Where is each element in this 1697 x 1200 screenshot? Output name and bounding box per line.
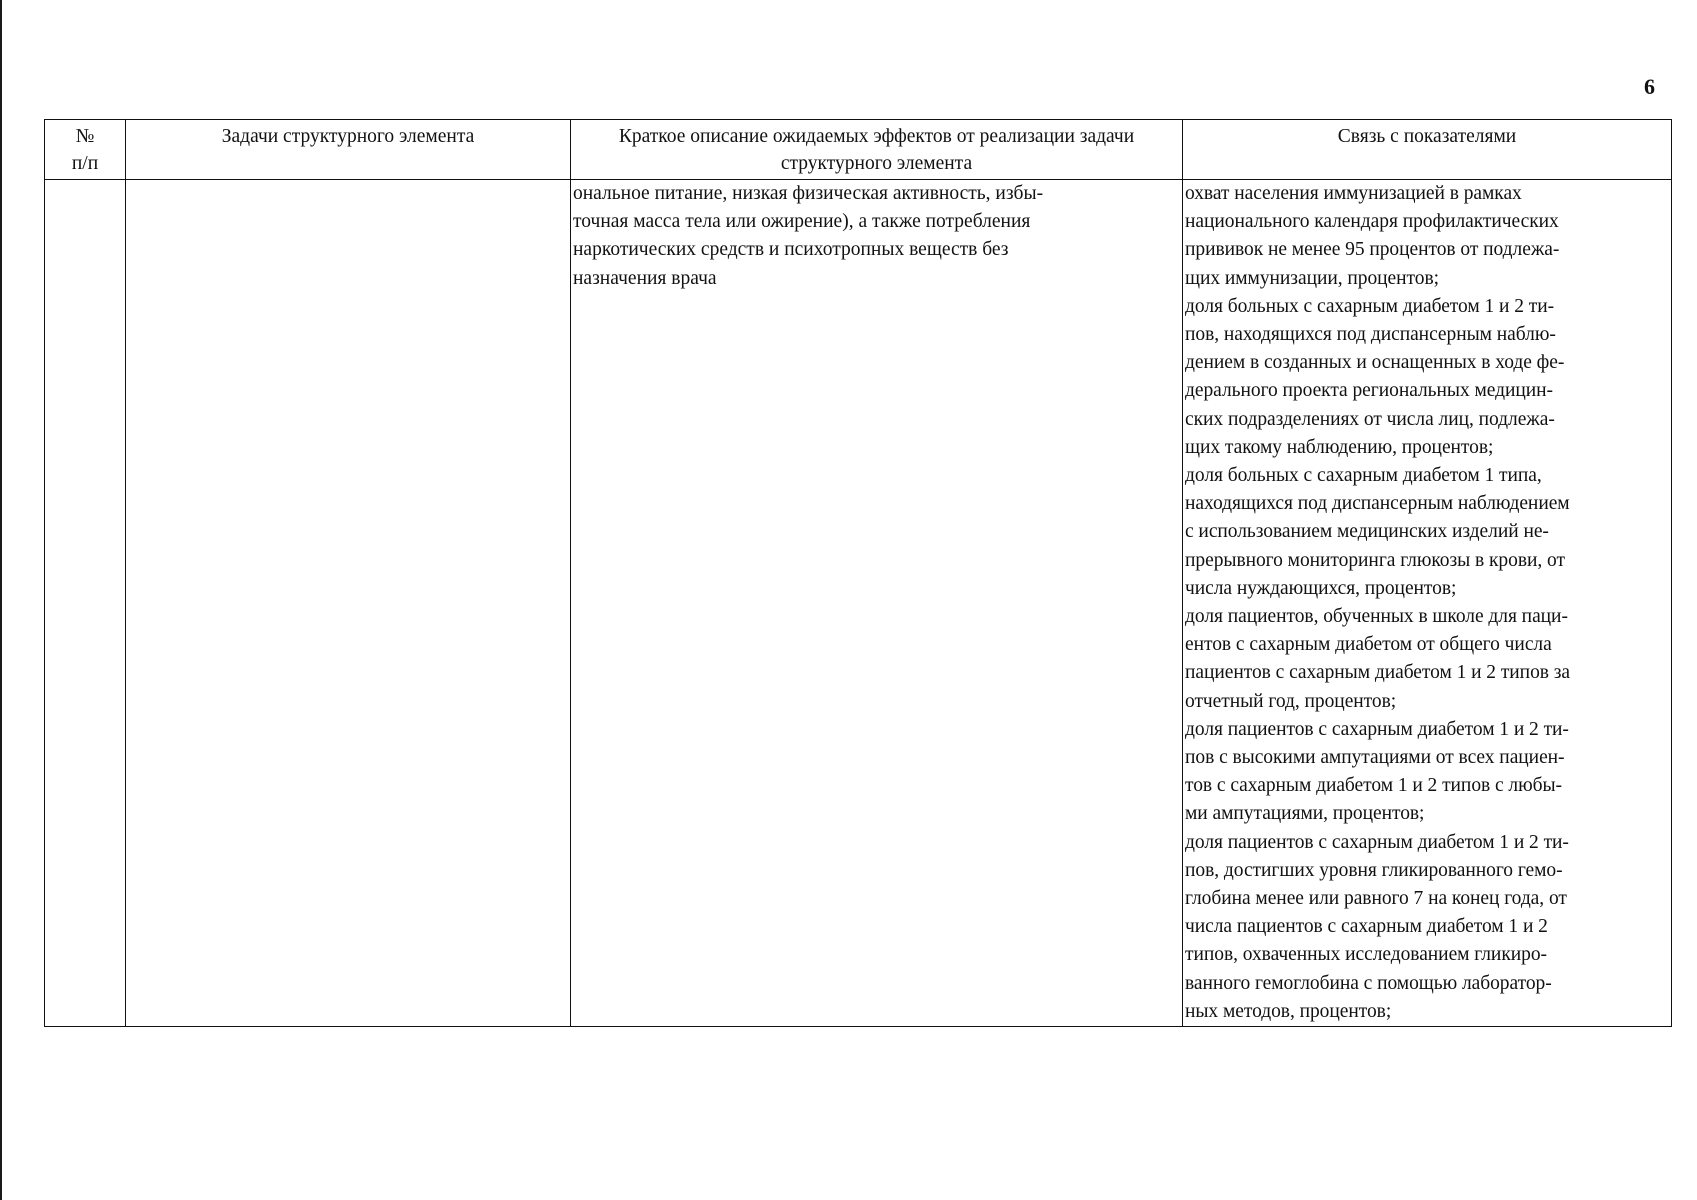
scan-edge-line xyxy=(0,0,2,1200)
cell-effects-text: ональное питание, низкая физическая активность, избы- точная масса тела или ожирение), а также потребления наркотических средств и психотропных веществ без назначения врача xyxy=(573,183,1044,289)
table-header-row xyxy=(45,120,1672,180)
header-effects xyxy=(571,120,1183,180)
table-row xyxy=(45,180,1672,1027)
header-effects-label: Краткое описание ожидаемых эффектов от реализации задачи структурного элемента xyxy=(618,126,1135,174)
header-number xyxy=(45,120,126,180)
header-tasks xyxy=(126,120,571,180)
cell-task xyxy=(126,180,571,1027)
structural-element-table xyxy=(44,119,1672,1027)
cell-indicators-text: охват населения иммунизацией в рамках национального календаря профилактических прививок не менее 95 процентов от подлежа- щих иммунизации, процентов; доля больных с сахарным диабетом 1 и 2 ти- пов, находящихся под диспансерным наблю- дением в созданных и оснащенных в ходе фе- дерального проекта региональных медицин- ских подразделениях от числа лиц, подлежа- щих такому наблюдению, процентов; доля больных с сахарным диабетом 1 типа, находящихся под диспансерным наблюдением с использованием медицинских изделий не- прерывного мониторинга глюкозы в крови, от числа нуждающихся, процентов; доля пациентов, обученных в школе для паци- ентов с сахарным диабетом от общего числа пациентов с сахарным диабетом 1 и 2 типов за отчетный год, процентов; доля пациентов с сахарным диабетом 1 и 2 ти- пов с высокими ампутациями от всех пациен- тов с сахарным диабетом 1 и 2 типов с любы- ми ампутациями, процентов; доля пациентов с сахарным диабетом 1 и 2 ти- пов, достигших уровня гликированного гемо- глобина менее или равного 7 на конец года, от числа пациентов с сахарным диабетом 1 и 2 типов, охваченных исследованием гликиро- ванного гемоглобина с помощью лаборатор- ных методов, процентов; xyxy=(1185,183,1571,1022)
header-tasks-label: Задачи структурного элемента xyxy=(221,126,475,147)
page-number: 6 xyxy=(1644,74,1655,99)
header-indicators-label: Связь с показателями xyxy=(1337,126,1517,147)
header-indicators xyxy=(1183,120,1672,180)
cell-effects xyxy=(571,180,1183,1027)
header-number-label: № п/п xyxy=(71,126,99,174)
cell-number xyxy=(45,180,126,1027)
cell-indicators xyxy=(1183,180,1672,1027)
